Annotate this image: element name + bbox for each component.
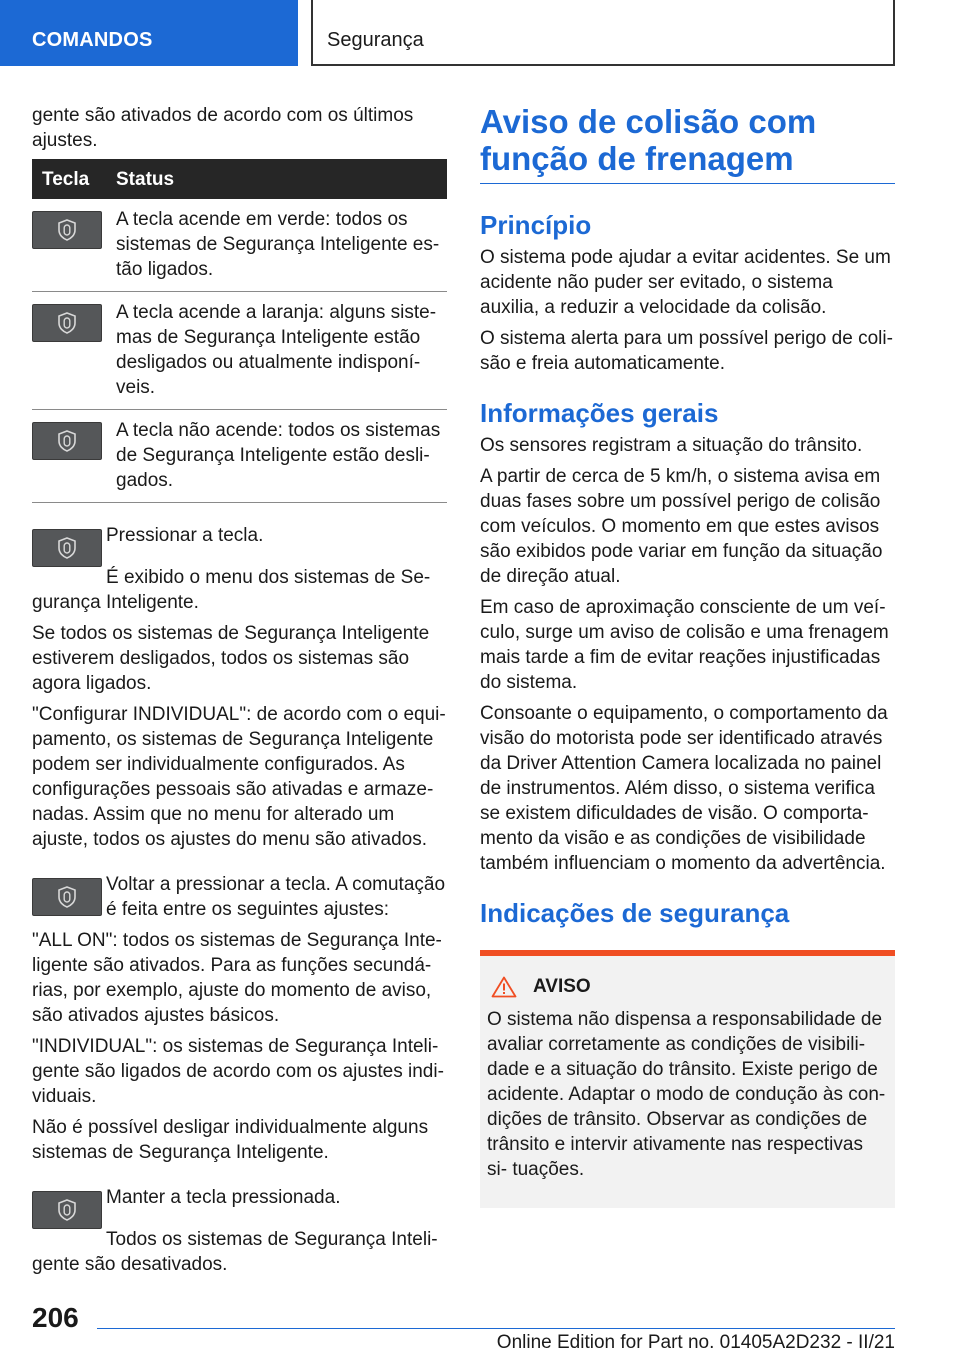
press-key-block (32, 523, 447, 567)
warning-text: O sistema não dispensa a responsabilidade de avaliar corretamente as condições de visibili‐ dade e a situação do trânsito. Existe perigo de acidente. Adaptar o modo de condução às con‐ dições de trânsito. Observar as condições de trânsito e intervir ativamente nas respectivas si‐ tuações. (487, 1009, 886, 1180)
section-title: Aviso de colisão com função de frenagem (480, 103, 895, 184)
page-header-title: Segurança (311, 0, 895, 66)
deactivated-text: Todos os sistemas de Segurança Inteli‐ gente são desativados. (32, 1229, 438, 1275)
page-number: 206 (32, 1302, 79, 1333)
safety-key-icon (32, 529, 102, 567)
table-cell-status: A tecla não acende: todos os sistemas de Segurança Inteligente estão desli‐ gados. (116, 420, 441, 491)
paragraph: "ALL ON": todos os sistemas de Segurança Inte‐ ligente são ativados. Para as funções secundá‐ rias, por exemplo, ajuste do momento de aviso, são ativados ajustes básicos. (32, 930, 442, 1026)
paragraph: Consoante o equipamento, o comportamento da visão do motorista pode ser identificado através da Driver Attention Camera localizada no painel de instrumentos. Além disso, o sistema verifica se existem dificuldades de visão. O comporta‐ mento da visão e as condições de visibilidade também influenciam o momento da advertência. (480, 703, 888, 874)
safety-key-icon (32, 1191, 102, 1229)
hold-key-block (32, 1185, 447, 1229)
press-again-text: Voltar a pressionar a tecla. A comutação é feita entre os seguintes ajustes: (106, 874, 446, 920)
right-column (480, 103, 895, 1208)
intro-text: gente são ativados de acordo com os últimos ajustes. (32, 105, 414, 151)
warning-triangle-icon (491, 976, 517, 998)
warning-box (480, 950, 895, 1208)
heading-safety: Indicações de segurança (480, 898, 790, 928)
paragraph: "INDIVIDUAL": os sistemas de Segurança Inteli‐ gente são ligados de acordo com os ajustes indi‐ viduais. (32, 1036, 444, 1107)
menu-displayed-text: É exibido o menu dos sistemas de Se‐ gurança Inteligente. (32, 567, 431, 613)
table-row (32, 292, 447, 410)
heading-principle: Princípio (480, 210, 592, 240)
table-row (32, 410, 447, 503)
paragraph: O sistema alerta para um possível perigo de coli‐ são e freia automaticamente. (480, 328, 893, 374)
warning-label: AVISO (533, 976, 591, 997)
heading-general-info: Informações gerais (480, 398, 719, 428)
warning-header (487, 974, 888, 999)
paragraph: Não é possível desligar individualmente alguns sistemas de Segurança Inteligente. (32, 1117, 429, 1163)
table-row (32, 199, 447, 292)
footer-edition: Online Edition for Part no. 01405A2D232 - II/21 (496, 1332, 895, 1353)
paragraph: Em caso de aproximação consciente de um veí‐ culo, surge um aviso de colisão e uma frenagem mais tarde a fim de evitar reações injustificadas do sistema. (480, 597, 889, 693)
table-cell-status: A tecla acende a laranja: alguns siste‐ mas de Segurança Inteligente estão desligados ou atualmente indisponí‐ veis. (116, 302, 437, 398)
safety-key-icon (32, 878, 102, 916)
paragraph: Os sensores registram a situação do trânsito. (480, 435, 863, 456)
press-key-text: Pressionar a tecla. (106, 525, 264, 546)
table-header-status: Status (116, 168, 175, 190)
safety-key-icon (32, 304, 102, 342)
table-header-key: Tecla (42, 168, 90, 190)
left-column (32, 103, 447, 1283)
footer-divider (97, 1328, 895, 1329)
table-header (32, 159, 447, 199)
paragraph: O sistema pode ajudar a evitar acidentes. Se um acidente não puder ser evitado, o sistema auxilia, a reduzir a velocidade da colisão. (480, 247, 891, 318)
safety-key-icon (32, 422, 102, 460)
section-tab: COMANDOS (0, 0, 298, 66)
paragraph: Se todos os sistemas de Segurança Inteligente estiverem desligados, todos os sistemas são agora ligados. (32, 623, 430, 694)
table-cell-status: A tecla acende em verde: todos os sistemas de Segurança Inteligente es‐ tão ligados. (116, 209, 440, 280)
hold-key-text: Manter a tecla pressionada. (106, 1187, 341, 1208)
paragraph: "Configurar INDIVIDUAL": de acordo com o equi‐ pamento, os sistemas de Segurança Inteligente podem ser individualmente configurados. As configurações pessoais são ativadas e armaze‐ nadas. Assim que no menu for alterado um ajuste, todos os ajustes do menu são ativados. (32, 704, 446, 850)
paragraph: A partir de cerca de 5 km/h, o sistema avisa em duas fases sobre um possível perigo de colisão com veículos. O momento em que estes avisos são exibidos pode variar em função da situação de direção atual. (480, 466, 883, 587)
press-again-block (32, 872, 447, 928)
safety-key-icon (32, 211, 102, 249)
key-status-table (32, 159, 447, 503)
